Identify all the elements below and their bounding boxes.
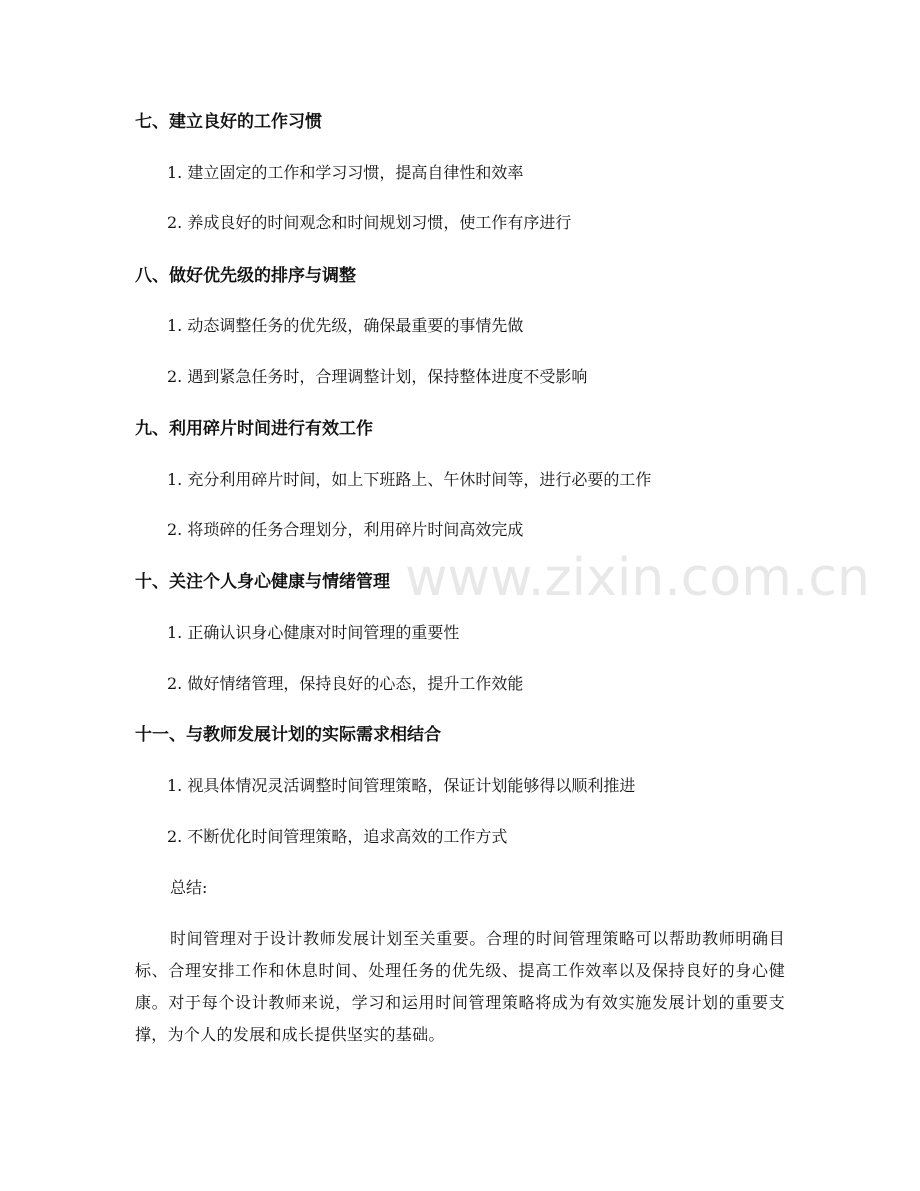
section-8-item-2: 2. 遇到紧急任务时，合理调整计划，保持整体进度不受影响 — [167, 367, 588, 386]
watermark: www.zixin.com.cn — [405, 548, 870, 608]
section-9-item-1: 1. 充分利用碎片时间，如上下班路上、午休时间等，进行必要的工作 — [167, 470, 652, 489]
section-7-item-2: 2. 养成良好的时间观念和时间规划习惯，使工作有序进行 — [167, 213, 572, 232]
section-11-heading: 十一、与教师发展计划的实际需求相结合 — [135, 725, 441, 745]
section-10-item-2: 2. 做好情绪管理，保持良好的心态，提升工作效能 — [167, 674, 524, 693]
section-10-heading: 十、关注个人身心健康与情绪管理 — [135, 572, 390, 592]
section-8-heading: 八、做好优先级的排序与调整 — [135, 266, 356, 286]
section-9-item-2: 2. 将琐碎的任务合理划分，利用碎片时间高效完成 — [167, 520, 524, 539]
summary-label: 总结: — [170, 878, 208, 897]
section-11-item-2: 2. 不断优化时间管理策略，追求高效的工作方式 — [167, 827, 508, 846]
summary-paragraph: 时间管理对于设计教师发展计划至关重要。合理的时间管理策略可以帮助教师明确目标、合理安排工作和休息时间、处理任务的优先级、提高工作效率以及保持良好的身心健康。对于每个设计教师来说，学习和运用时间管理策略将成为有效实施发展计划的重要支撑，为个人的发展和成长提供坚实的基础。 — [135, 929, 785, 1044]
section-11-item-1: 1. 视具体情况灵活调整时间管理策略，保证计划能够得以顺利推进 — [167, 776, 636, 795]
section-10-item-1: 1. 正确认识身心健康对时间管理的重要性 — [167, 623, 460, 642]
section-9-heading: 九、利用碎片时间进行有效工作 — [135, 419, 373, 439]
section-7-heading: 七、建立良好的工作习惯 — [135, 112, 322, 132]
section-8-item-1: 1. 动态调整任务的优先级，确保最重要的事情先做 — [167, 316, 524, 335]
section-7-item-1: 1. 建立固定的工作和学习习惯，提高自律性和效率 — [167, 163, 524, 182]
